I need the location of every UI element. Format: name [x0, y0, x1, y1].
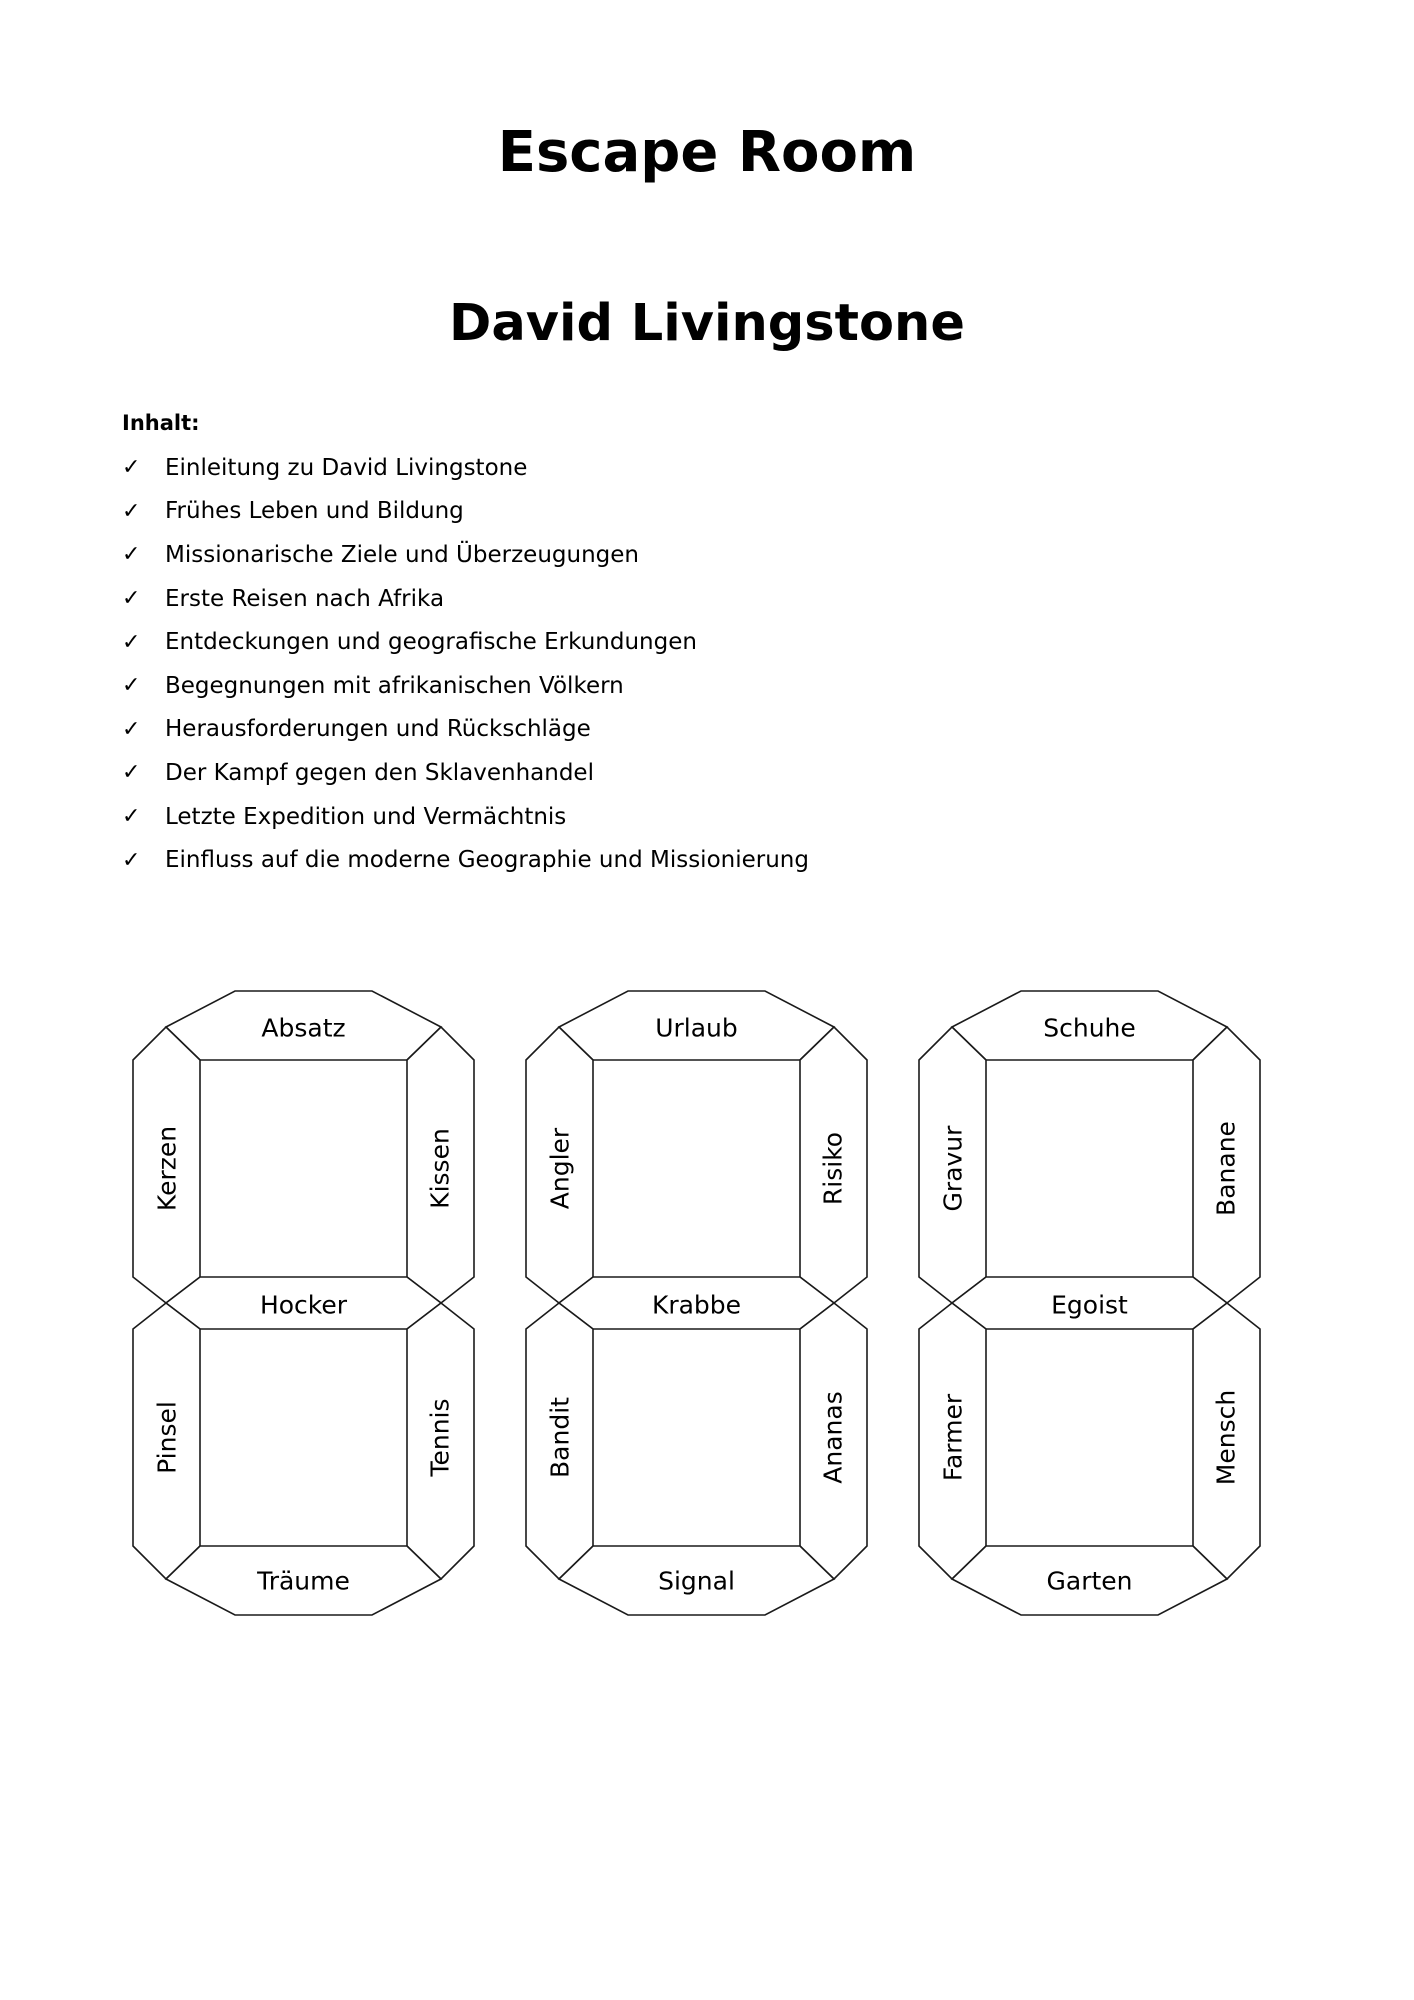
- segment-upper-right: [1193, 1027, 1260, 1303]
- segment-top: [559, 991, 834, 1060]
- segment-lower-right: [1193, 1303, 1260, 1579]
- contents-heading: Inhalt:: [122, 411, 200, 435]
- segment-lower-left-label: Pinsel: [152, 1401, 182, 1474]
- segment-lower-right-label: Mensch: [1211, 1389, 1241, 1486]
- contents-item-label: Der Kampf gegen den Sklavenhandel: [165, 759, 594, 786]
- segment-bottom: [559, 1546, 834, 1615]
- contents-item-label: Einleitung zu David Livingstone: [165, 454, 528, 481]
- segment-bottom: [952, 1546, 1227, 1615]
- check-icon: ✓: [122, 498, 141, 524]
- segment-middle: [952, 1277, 1227, 1329]
- segment-lower-right: [800, 1303, 867, 1579]
- check-icon: ✓: [122, 804, 141, 830]
- segment-lower-left: [133, 1303, 200, 1579]
- segment-upper-right-label: Kissen: [425, 1128, 455, 1209]
- segment-upper-left: [919, 1027, 986, 1303]
- page-title: Escape Room: [497, 120, 917, 185]
- segment-upper-left: [526, 1027, 593, 1303]
- check-icon: ✓: [122, 586, 141, 612]
- segment-upper-left-label: Kerzen: [152, 1125, 182, 1212]
- segment-bottom-label: Träume: [257, 1566, 350, 1596]
- contents-item-label: Frühes Leben und Bildung: [165, 498, 464, 525]
- contents-item-label: Herausforderungen und Rückschläge: [165, 716, 591, 743]
- segment-bottom-label: Garten: [1046, 1566, 1133, 1596]
- segment-upper-left-label: Angler: [545, 1127, 575, 1210]
- contents-item-label: Missionarische Ziele und Überzeugungen: [165, 541, 639, 568]
- segment-upper-left: [133, 1027, 200, 1303]
- segment-middle: [559, 1277, 834, 1329]
- check-icon: ✓: [122, 673, 141, 699]
- segment-lower-left-label: Farmer: [938, 1393, 968, 1482]
- digit-1: [133, 991, 474, 1615]
- segment-middle-label: Hocker: [259, 1290, 348, 1320]
- segment-middle-label: Egoist: [1051, 1290, 1128, 1320]
- segment-lower-left: [526, 1303, 593, 1579]
- contents-item-label: Letzte Expedition und Vermächtnis: [165, 803, 567, 830]
- digit-3: [919, 991, 1260, 1615]
- contents-item-label: Begegnungen mit afrikanischen Völkern: [165, 672, 624, 699]
- check-icon: ✓: [122, 847, 141, 873]
- segment-top-label: Schuhe: [1043, 1013, 1136, 1043]
- segment-lower-left-label: Bandit: [545, 1397, 575, 1478]
- check-icon: ✓: [122, 455, 141, 481]
- check-icon: ✓: [122, 760, 141, 786]
- digit-2: [526, 991, 867, 1615]
- page-subtitle: David Livingstone: [449, 294, 965, 353]
- contents-item-label: Einfluss auf die moderne Geographie und Missionierung: [165, 847, 809, 874]
- segment-bottom-label: Signal: [658, 1566, 735, 1596]
- segment-middle: [166, 1277, 441, 1329]
- segment-top-label: Urlaub: [655, 1013, 738, 1043]
- segment-upper-right-label: Banane: [1211, 1121, 1241, 1216]
- segment-top: [952, 991, 1227, 1060]
- segment-bottom: [166, 1546, 441, 1615]
- check-icon: ✓: [122, 542, 141, 568]
- check-icon: ✓: [122, 629, 141, 655]
- segment-lower-right-label: Ananas: [818, 1391, 848, 1484]
- segment-top-label: Absatz: [261, 1013, 346, 1043]
- contents-item-label: Erste Reisen nach Afrika: [165, 585, 445, 612]
- check-icon: ✓: [122, 716, 141, 742]
- segment-lower-right: [407, 1303, 474, 1579]
- contents-item-label: Entdeckungen und geografische Erkundungen: [165, 629, 697, 656]
- segment-top: [166, 991, 441, 1060]
- segment-upper-right-label: Risiko: [818, 1131, 848, 1206]
- segment-lower-right-label: Tennis: [425, 1398, 455, 1477]
- segment-upper-right: [407, 1027, 474, 1303]
- segment-upper-right: [800, 1027, 867, 1303]
- segment-upper-left-label: Gravur: [938, 1125, 968, 1212]
- segment-middle-label: Krabbe: [651, 1290, 742, 1320]
- segment-lower-left: [919, 1303, 986, 1579]
